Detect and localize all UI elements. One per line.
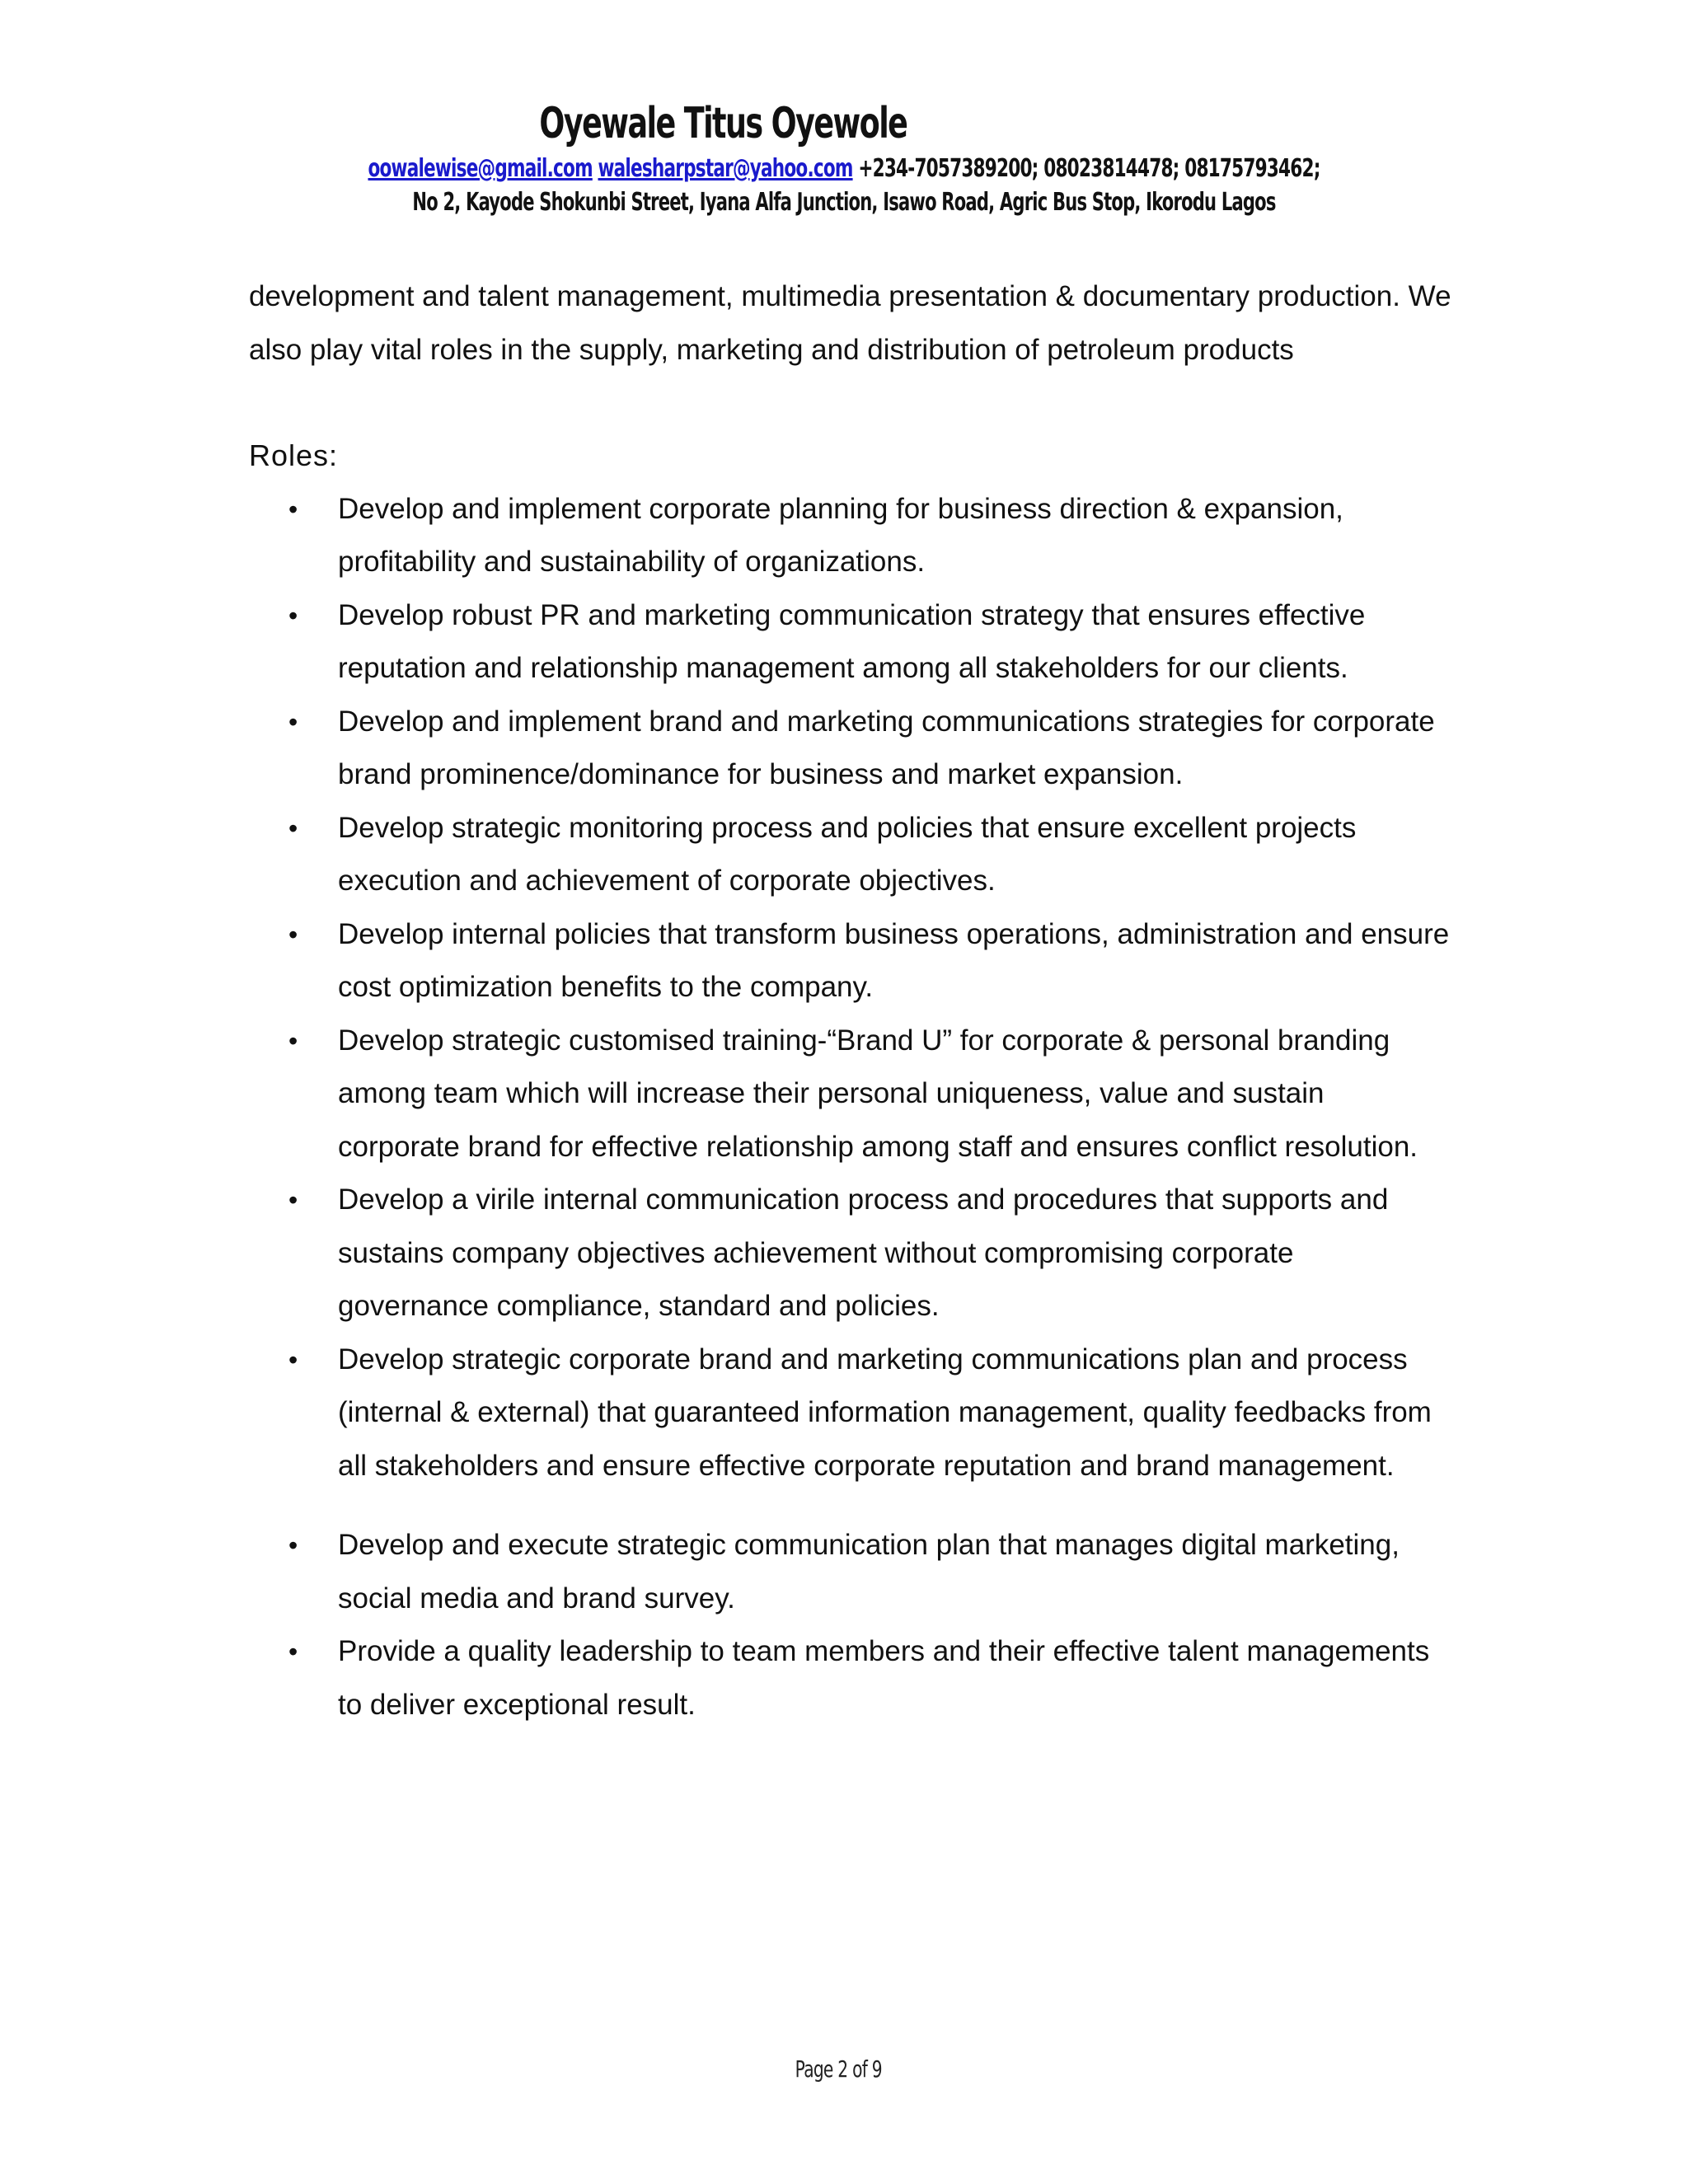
list-item: [249, 908, 1452, 1015]
contact-line: [169, 154, 1519, 183]
page-number: Page 2 of 9: [795, 2055, 882, 2083]
roles-heading: Roles:: [249, 438, 339, 472]
bullet-icon: •: [288, 706, 298, 737]
bullet-icon: •: [288, 813, 298, 843]
bullet-icon: •: [288, 1344, 298, 1375]
bullet-icon: •: [288, 1530, 298, 1560]
role-text: Provide a quality leadership to team members and their effective talent managements to deliver exceptional result.: [338, 1635, 1430, 1721]
role-text: Develop and implement brand and marketing communications strategies for corporate brand prominence/dominance for business and market expansion.: [338, 705, 1435, 790]
email-link-yahoo[interactable]: walesharpstar@yahoo.com: [598, 154, 853, 183]
list-item: [249, 1015, 1452, 1174]
list-item: [249, 1333, 1452, 1493]
role-text: Develop robust PR and marketing communication strategy that ensures effective reputation and relationship management among all stakeholders for our clients.: [338, 598, 1366, 684]
role-text: Develop and implement corporate planning for business direction & expansion, profitability and sustainability of organizations.: [338, 492, 1343, 578]
bullet-icon: •: [288, 600, 298, 630]
document-body: [249, 270, 1452, 1732]
role-text: Develop internal policies that transform business operations, administration and ensure cost optimization benefits to the company.: [338, 917, 1450, 1003]
role-text: Develop strategic corporate brand and marketing communications plan and process (internal & external) that guaranteed information management, quality feedbacks from all stakeholders and ensure effective corporate reputation and brand management.: [338, 1343, 1432, 1482]
phone-numbers: +234-7057389200; 08023814478; 08175793462;: [858, 154, 1320, 183]
list-item: [249, 802, 1452, 908]
list-item: [249, 1174, 1452, 1333]
role-text: Develop strategic customised training-“Brand U” for corporate & personal branding among team which will increase their personal uniqueness, value and sustain corporate brand for effective relationship among staff and ensures conflict resolution.: [338, 1024, 1418, 1163]
list-item: [249, 483, 1452, 589]
bullet-icon: •: [288, 1637, 298, 1666]
author-name: Oyewale Titus Oyewole: [539, 99, 907, 148]
bullet-icon: •: [288, 919, 298, 949]
list-item: [249, 589, 1452, 696]
address-line: No 2, Kayode Shokunbi Street, Iyana Alfa Junction, Isawo Road, Agric Bus Stop, Ikorodu Lagos: [412, 188, 1276, 217]
bullet-icon: •: [288, 494, 298, 524]
role-text: Develop a virile internal communication process and procedures that supports and sustains company objectives achievement without compromising corporate governance compliance, standard and policies.: [338, 1183, 1389, 1322]
list-item: [249, 1519, 1452, 1625]
bullet-icon: •: [288, 1185, 298, 1215]
list-item: [249, 1625, 1452, 1732]
bullet-icon: •: [288, 1025, 298, 1056]
intro-paragraph: development and talent management, multimedia presentation & documentary production. We also play vital roles in the supply, marketing and distribution of petroleum products: [249, 280, 1451, 366]
role-text: Develop and execute strategic communication plan that manages digital marketing, social media and brand survey.: [338, 1529, 1400, 1615]
list-item: [249, 696, 1452, 802]
roles-list: [249, 483, 1452, 1732]
email-link-gmail[interactable]: oowalewise@gmail.com: [368, 154, 593, 183]
role-text: Develop strategic monitoring process and policies that ensure excellent projects execution and achievement of corporate objectives.: [338, 811, 1357, 897]
